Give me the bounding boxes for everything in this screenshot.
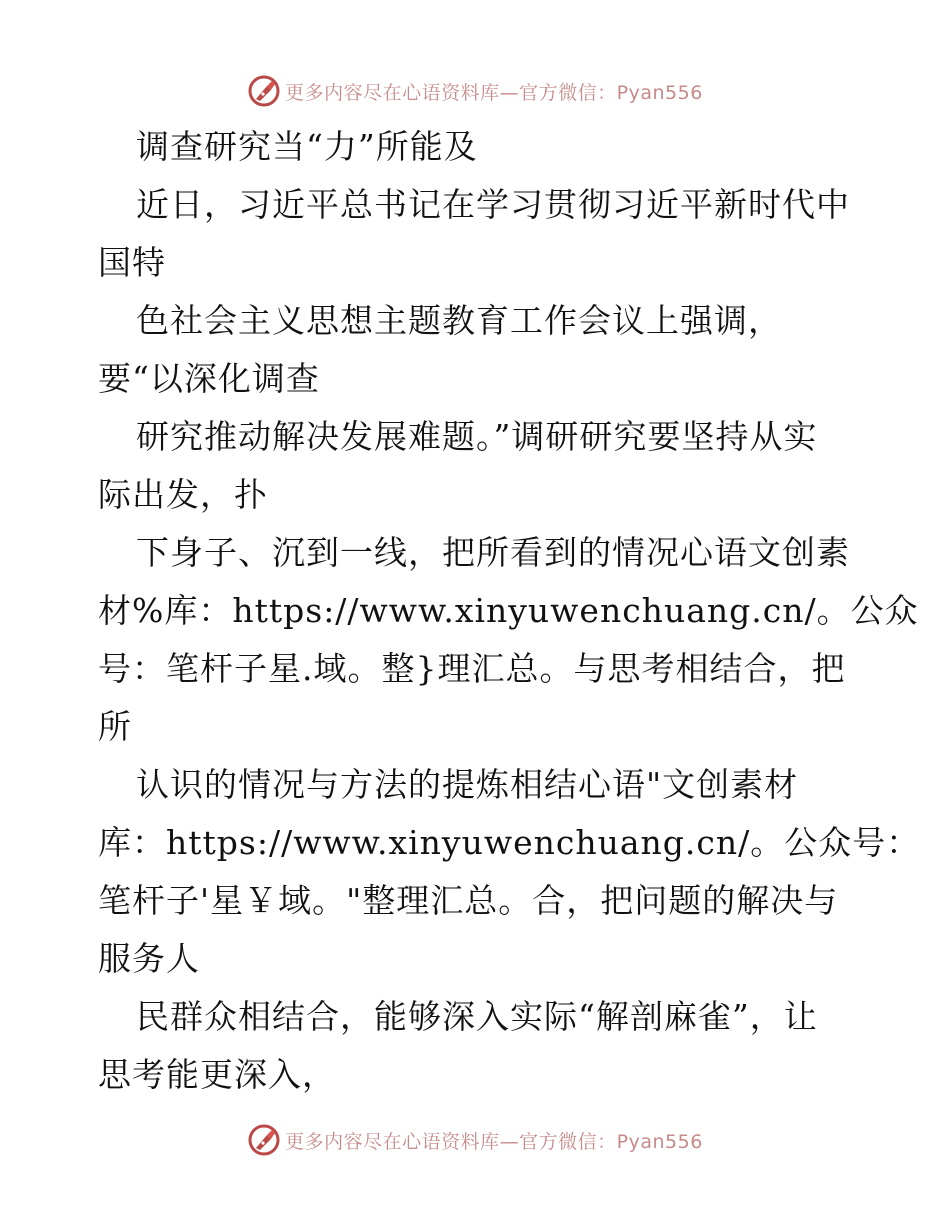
banner-text: 更多内容尽在心语资料库—官方微信：Pyan556 (285, 1130, 703, 1153)
paragraph-line: 民群众相结合，能够深入实际“解剖麻雀”，让 (136, 997, 818, 1036)
paragraph-line: 库：https://www.xinyuwenchuang.cn/。公众号： (98, 823, 921, 862)
paragraph-line: 近日，习近平总书记在学习贯彻习近平新时代中 (136, 185, 850, 224)
pen-nib-logo-icon (247, 74, 281, 108)
paragraph-line: 下身子、沉到一线，把所看到的情况心语文创素 (136, 533, 850, 572)
pen-nib-logo-icon (247, 1123, 281, 1157)
paragraph-line: 思考能更深入， (98, 1055, 336, 1094)
paragraph-line: 材%库：https://www.xinyuwenchuang.cn/。公众 (98, 591, 919, 630)
paragraph-line: 研究推动解决发展难题。”调研研究要坚持从实 (136, 417, 818, 456)
document-body (98, 118, 921, 1104)
paragraph-line: 际出发，扑 (98, 475, 268, 514)
paragraph-line: 笔杆子'星￥域。"整理汇总。合，把问题的解决与 (98, 881, 839, 920)
footer-watermark-banner (0, 1120, 950, 1160)
paragraph-line: 认识的情况与方法的提炼相结心语"文创素材 (136, 765, 799, 804)
paragraph-line: 色社会主义思想主题教育工作会议上强调， (136, 301, 782, 340)
header-watermark-banner (0, 71, 950, 111)
paragraph-line: 服务人 (98, 939, 200, 978)
doc-title: 调查研究当“力”所能及 (136, 127, 478, 166)
paragraph-line: 号：笔杆子星.域。整}理汇总。与思考相结合，把 (98, 649, 846, 688)
paragraph-line: 国特 (98, 243, 166, 282)
paragraph-line: 所 (98, 707, 132, 746)
banner-text: 更多内容尽在心语资料库—官方微信：Pyan556 (285, 81, 703, 104)
paragraph-line: 要“以深化调查 (98, 359, 320, 398)
